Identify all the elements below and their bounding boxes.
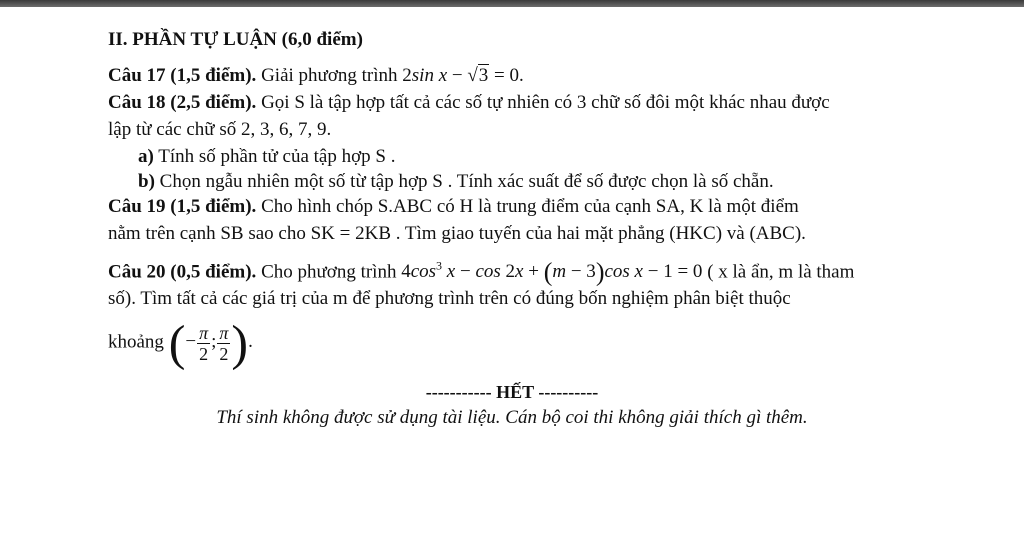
question-20-line3 xyxy=(108,315,253,371)
q18a-label: a) xyxy=(138,146,154,167)
q19-label: Câu 19 (1,5 điểm). xyxy=(108,196,257,217)
question-18-line2: lập từ các chữ số 2, 3, 6, 7, 9. xyxy=(108,119,332,140)
q18a-text: Tính số phần tử của tập hợp S . xyxy=(153,146,396,167)
question-20-line2: số). Tìm tất cả các giá trị của m để phương trình trên có đúng bốn nghiệm phân biệt thuộc xyxy=(108,288,791,309)
q17-equation: 2sin x − √3 = 0 xyxy=(402,65,519,86)
q20-line1b: ( x là ẩn, m là tham xyxy=(702,261,855,283)
q18-label: Câu 18 (2,5 điểm). xyxy=(108,92,257,113)
q20-line3: khoảng xyxy=(108,331,164,353)
q20-interval: (− $\frac{\pi}{2}$ ; $\frac{\pi}{2}$ ). xyxy=(168,315,253,371)
end-mark: ----------- HẾT ---------- xyxy=(425,382,599,402)
question-18-line1 xyxy=(108,91,830,115)
question-18b xyxy=(138,170,774,194)
question-20-line1 xyxy=(108,254,854,285)
q17-label: Câu 17 (1,5 điểm). xyxy=(108,65,257,86)
q18b-label: b) xyxy=(138,171,155,192)
window-top-bar xyxy=(0,0,1024,7)
section-title: II. PHẦN TỰ LUẬN (6,0 điểm) xyxy=(108,29,363,50)
q20-equation: $4\cos^3$ x − cos 2x + (m − 3)cos x − 1 = 0 xyxy=(401,257,703,287)
q17-end: . xyxy=(519,65,524,86)
q18b-text: Chọn ngẫu nhiên một số từ tập hợp S . Tính xác suất để số được chọn là số chẵn. xyxy=(154,171,774,192)
q17-text: Giải phương trình xyxy=(256,65,403,86)
question-18a xyxy=(138,145,395,169)
footer-note: Thí sinh không được sử dụng tài liệu. Cán bộ coi thi không giải thích gì thêm. xyxy=(216,407,808,428)
question-19-line2: nằm trên cạnh SB sao cho SK = 2KB . Tìm giao tuyến của hai mặt phẳng (HKC) và (ABC). xyxy=(108,223,806,244)
question-17 xyxy=(108,64,524,88)
q18-line1: Gọi S là tập hợp tất cả các số tự nhiên có 3 chữ số đôi một khác nhau được xyxy=(256,92,830,113)
q20-line1a: Cho phương trình xyxy=(256,261,402,283)
question-19-line1 xyxy=(108,195,799,219)
q19-line1: Cho hình chóp S.ABC có H là trung điểm của cạnh SA, K là một điểm xyxy=(256,196,799,217)
q20-label: Câu 20 (0,5 điểm). xyxy=(108,261,257,283)
